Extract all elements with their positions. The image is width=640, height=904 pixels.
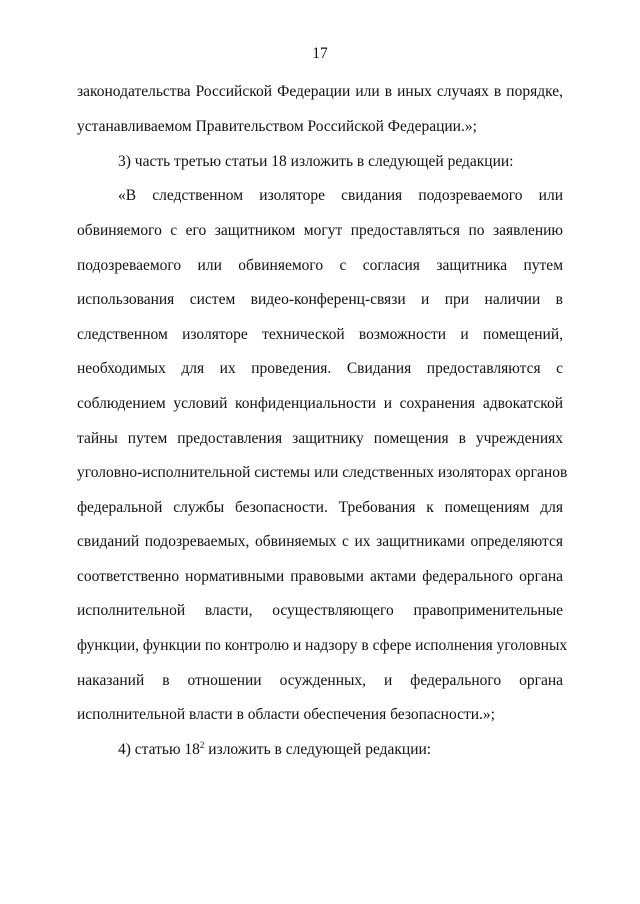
text-line-14: свиданий подозреваемых, обвиняемых с их защитниками определяются — [77, 533, 563, 550]
text-line-11: тайны путем предоставления защитнику помещения в учреждениях — [77, 430, 563, 447]
text-line-12: уголовно-исполнительной системы или следственных изоляторах органов — [77, 464, 568, 481]
text-line-18: наказаний в отношении осужденных, и федерального органа — [77, 672, 563, 689]
text-line-13: федеральной службы безопасности. Требования к помещениям для — [77, 499, 563, 516]
text-line-16: исполнительной власти, осуществляющего правоприменительные — [77, 602, 563, 619]
text-line-2: устанавливаемом Правительством Российской Федерации.»; — [77, 118, 477, 135]
text-line-6: подозреваемого или обвиняемого с согласия защитника путем — [77, 257, 563, 274]
text-line-20-after: изложить в следующей редакции: — [204, 741, 432, 758]
text-line-5: обвиняемого с его защитником могут предоставляться по заявлению — [77, 222, 563, 239]
superscript-index: 2 — [199, 740, 205, 750]
text-line-19: исполнительной власти в области обеспечения безопасности.»; — [77, 706, 495, 723]
text-line-9: необходимых для их проведения. Свидания предоставляются с — [77, 360, 563, 377]
text-line-4: «В следственном изоляторе свидания подозреваемого или — [118, 187, 563, 204]
text-line-1: законодательства Российской Федерации или в иных случаях в порядке, — [77, 83, 563, 100]
page-number: 17 — [312, 45, 328, 62]
text-line-7: использования систем видео-конференц-связи и при наличии в — [77, 291, 563, 308]
text-line-20 — [118, 740, 563, 760]
text-line-17: функции, функции по контролю и надзору в сфере исполнения уголовных — [77, 637, 568, 654]
text-line-10: соблюдением условий конфиденциальности и сохранения адвокатской — [77, 395, 563, 412]
text-line-15: соответственно нормативными правовыми актами федерального органа — [77, 568, 563, 585]
text-line-8: следственном изоляторе технической возможности и помещений, — [77, 326, 563, 343]
text-line-20-before: 4) статью 18 — [118, 741, 200, 758]
text-line-3: 3) часть третью статьи 18 изложить в следующей редакции: — [118, 153, 514, 170]
